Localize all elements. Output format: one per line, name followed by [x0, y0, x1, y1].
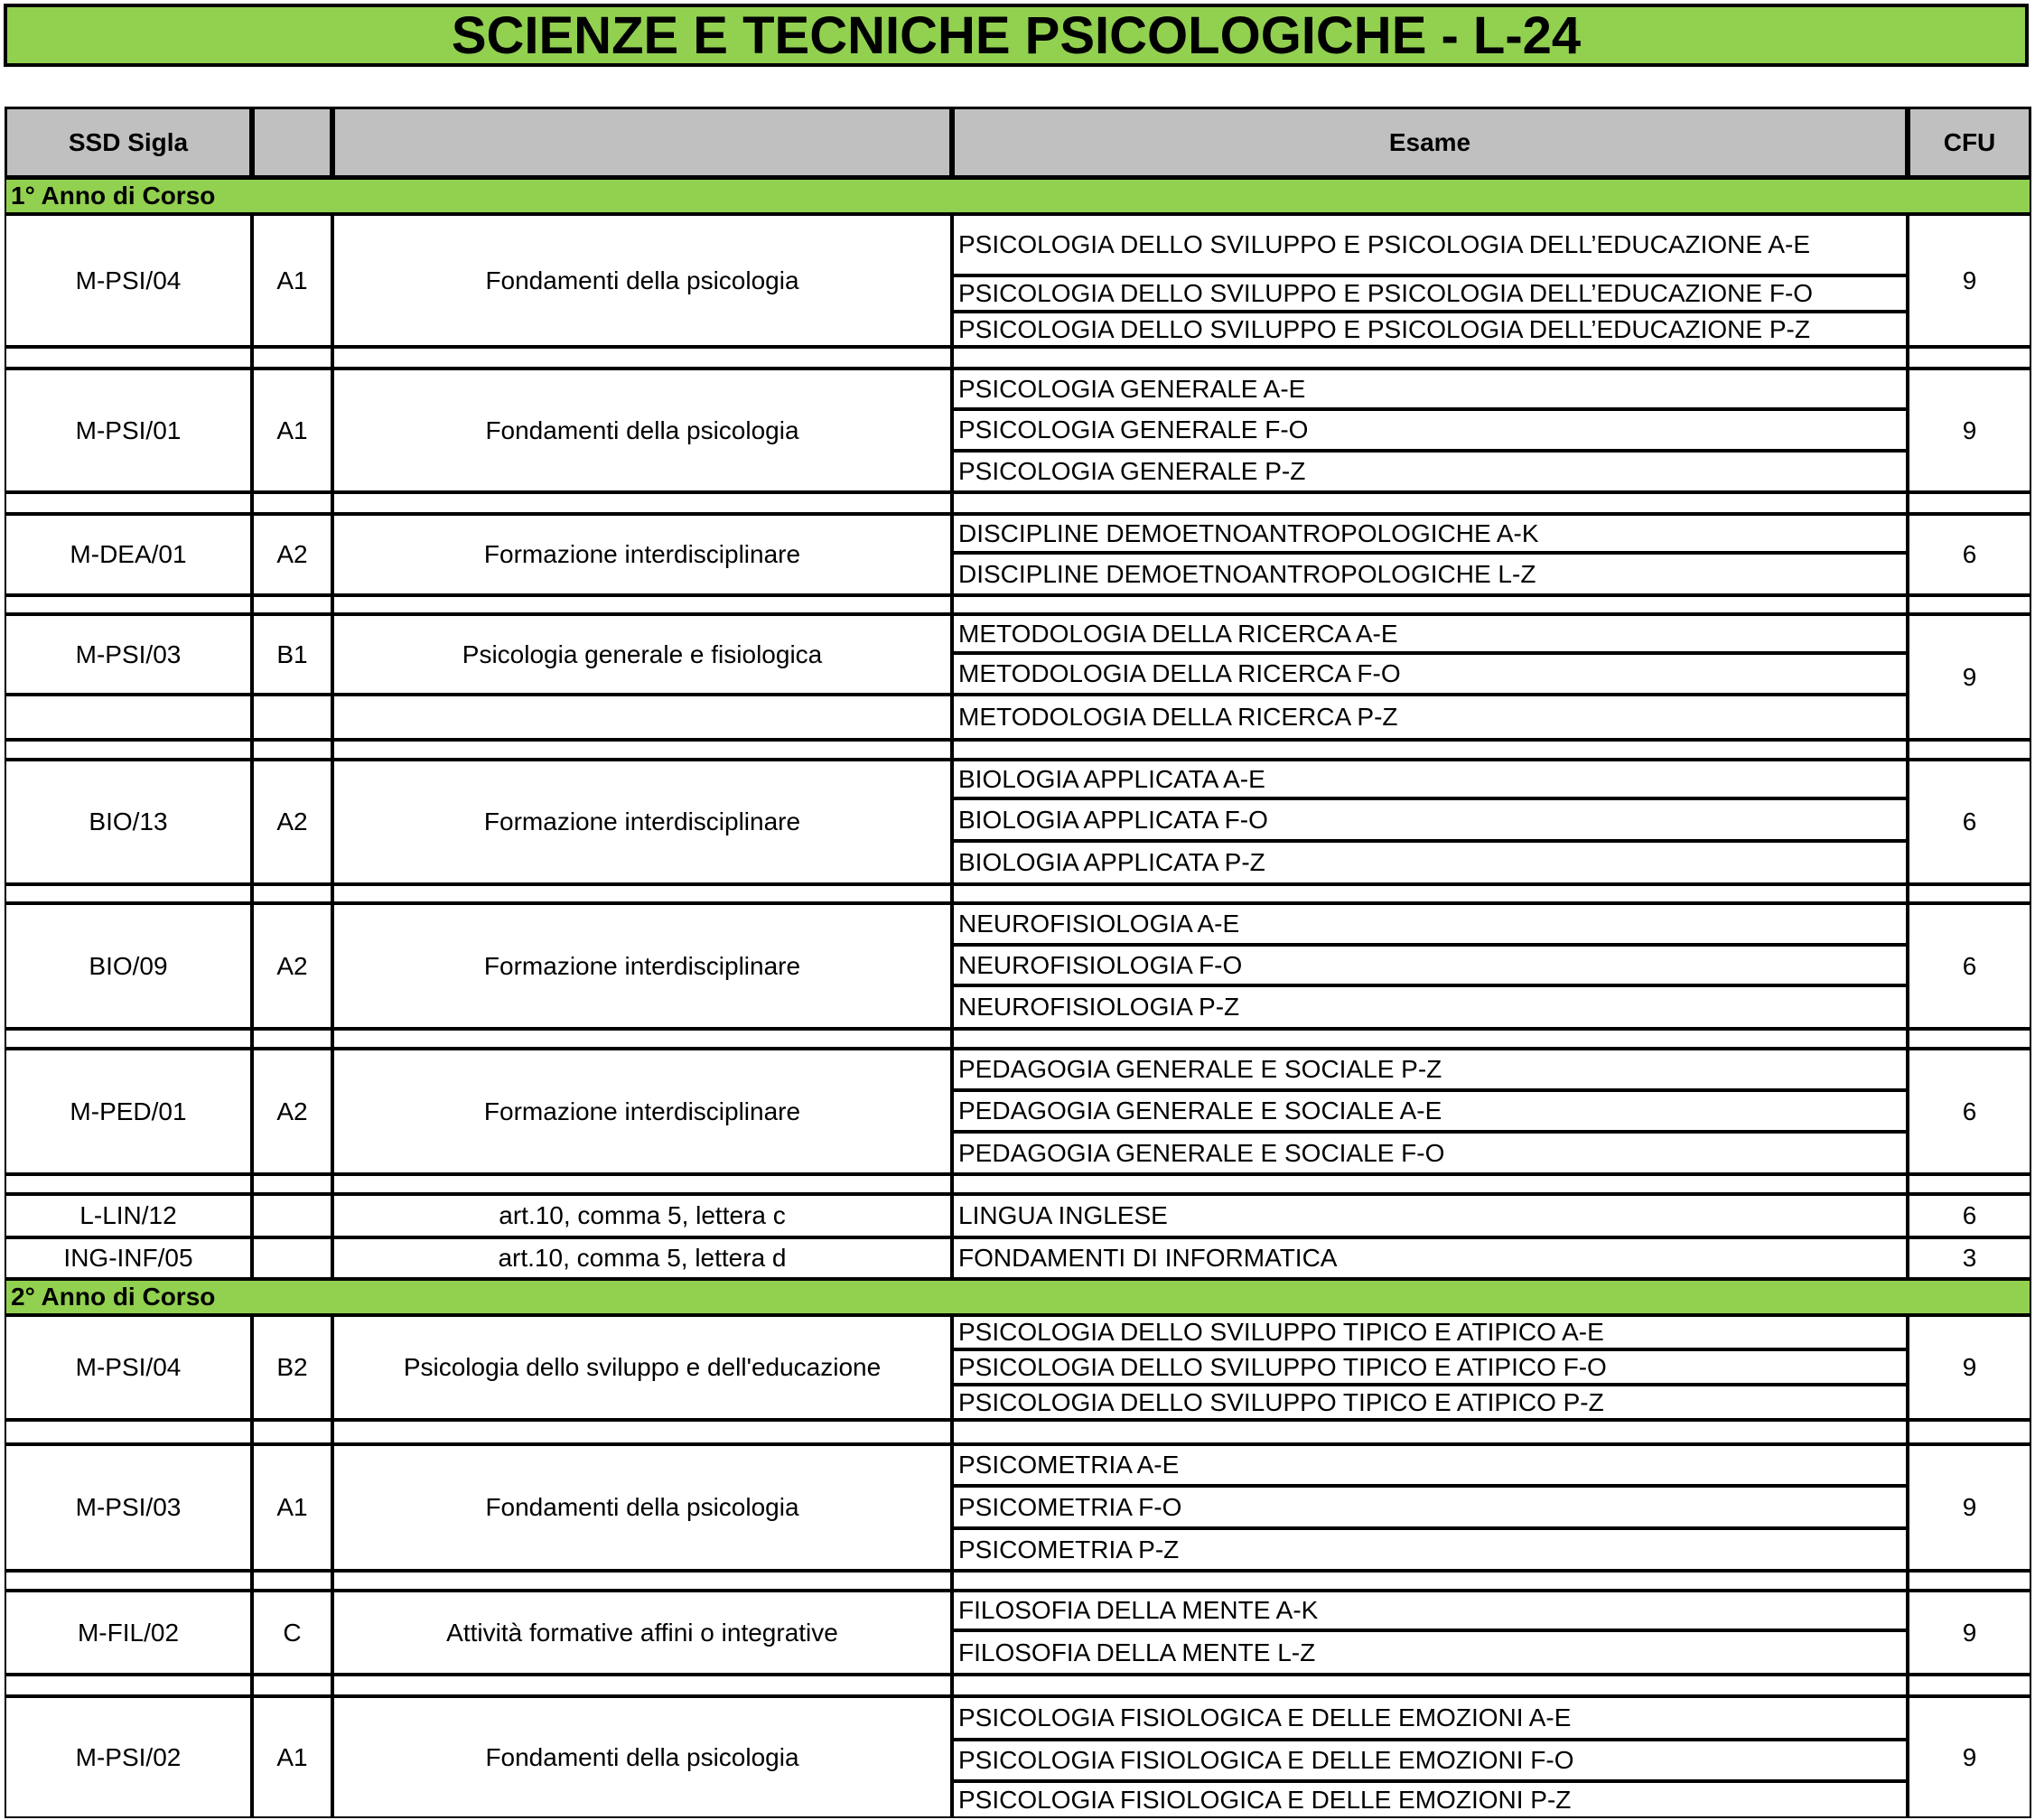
spacer-cell: [252, 492, 332, 514]
ssd-cell: M-PSI/03: [5, 614, 252, 695]
area-cell: Psicologia dello sviluppo e dell'educazione: [332, 1315, 952, 1420]
empty-cell: [252, 695, 332, 740]
exam-cell: DISCIPLINE DEMOETNOANTROPOLOGICHE A-K: [952, 514, 1908, 553]
cfu-cell: 6: [1908, 760, 2031, 884]
empty-cell: [5, 695, 252, 740]
ssd-cell: M-PSI/02: [5, 1696, 252, 1818]
empty-cell: [332, 695, 952, 740]
spacer-cell: [252, 1420, 332, 1444]
exam-cell: BIOLOGIA APPLICATA A-E: [952, 760, 1908, 798]
spacer-cell: [1908, 1174, 2031, 1194]
spacer-cell: [1908, 1420, 2031, 1444]
header-cfu: CFU: [1908, 107, 2031, 178]
spacer-cell: [332, 1029, 952, 1049]
spacer-cell: [332, 1675, 952, 1696]
exam-cell: BIOLOGIA APPLICATA F-O: [952, 798, 1908, 841]
exam-cell: PSICOLOGIA FISIOLOGICA E DELLE EMOZIONI A-E: [952, 1696, 1908, 1740]
spacer-cell: [252, 1029, 332, 1049]
exam-cell: PSICOLOGIA FISIOLOGICA E DELLE EMOZIONI F-O: [952, 1740, 1908, 1781]
ssd-cell: M-PED/01: [5, 1049, 252, 1174]
sigla-cell: [252, 1237, 332, 1279]
spacer-cell: [5, 1571, 252, 1591]
exam-cell: PSICOLOGIA GENERALE A-E: [952, 369, 1908, 409]
exam-cell: PEDAGOGIA GENERALE E SOCIALE F-O: [952, 1132, 1908, 1174]
spacer-cell: [952, 884, 1908, 903]
cfu-cell: 9: [1908, 1696, 2031, 1818]
spacer-cell: [1908, 595, 2031, 614]
area-cell: art.10, comma 5, lettera c: [332, 1194, 952, 1237]
cfu-cell: 6: [1908, 1049, 2031, 1174]
spacer-cell: [952, 595, 1908, 614]
area-cell: Psicologia generale e fisiologica: [332, 614, 952, 695]
exam-cell: PEDAGOGIA GENERALE E SOCIALE A-E: [952, 1090, 1908, 1132]
spacer-cell: [1908, 347, 2031, 369]
ssd-cell: M-FIL/02: [5, 1591, 252, 1675]
sigla-cell: A1: [252, 214, 332, 347]
cfu-cell: 9: [1908, 369, 2031, 492]
spacer-cell: [332, 347, 952, 369]
header-exam: Esame: [952, 107, 1908, 178]
spacer-cell: [252, 884, 332, 903]
spacer-cell: [332, 740, 952, 760]
cfu-cell: 9: [1908, 614, 2031, 740]
sigla-cell: A2: [252, 903, 332, 1029]
exam-cell: DISCIPLINE DEMOETNOANTROPOLOGICHE L-Z: [952, 553, 1908, 595]
spacer-cell: [332, 595, 952, 614]
spacer-cell: [5, 1675, 252, 1696]
ssd-cell: M-PSI/03: [5, 1444, 252, 1571]
spacer-cell: [5, 347, 252, 369]
sigla-cell: A1: [252, 369, 332, 492]
spacer-cell: [332, 1174, 952, 1194]
area-cell: Fondamenti della psicologia: [332, 369, 952, 492]
spacer-cell: [952, 1029, 1908, 1049]
page-title: SCIENZE E TECNICHE PSICOLOGICHE - L-24: [4, 4, 2029, 67]
exam-cell: PSICOMETRIA A-E: [952, 1444, 1908, 1486]
exam-cell: FONDAMENTI DI INFORMATICA: [952, 1237, 1908, 1279]
exam-cell: FILOSOFIA DELLA MENTE A-K: [952, 1591, 1908, 1630]
area-cell: Fondamenti della psicologia: [332, 1696, 952, 1818]
ssd-cell: L-LIN/12: [5, 1194, 252, 1237]
spacer-cell: [252, 740, 332, 760]
exam-cell: NEUROFISIOLOGIA F-O: [952, 945, 1908, 985]
area-cell: Formazione interdisciplinare: [332, 1049, 952, 1174]
spacer-cell: [1908, 1571, 2031, 1591]
spacer-cell: [1908, 492, 2031, 514]
spacer-cell: [952, 492, 1908, 514]
spacer-cell: [5, 1174, 252, 1194]
spacer-cell: [252, 1571, 332, 1591]
header-ssd: SSD Sigla: [5, 107, 252, 178]
area-cell: Formazione interdisciplinare: [332, 903, 952, 1029]
spacer-cell: [332, 1420, 952, 1444]
spacer-cell: [5, 1029, 252, 1049]
spacer-cell: [5, 884, 252, 903]
header-sigla: [252, 107, 332, 178]
ssd-cell: M-PSI/04: [5, 214, 252, 347]
section-header: 1° Anno di Corso: [5, 178, 2031, 214]
spacer-cell: [252, 1675, 332, 1696]
exam-cell: LINGUA INGLESE: [952, 1194, 1908, 1237]
exam-cell: PSICOLOGIA FISIOLOGICA E DELLE EMOZIONI P-Z: [952, 1781, 1908, 1818]
spacer-cell: [952, 1174, 1908, 1194]
sigla-cell: [252, 1194, 332, 1237]
sigla-cell: A1: [252, 1444, 332, 1571]
spacer-cell: [252, 347, 332, 369]
section-header: 2° Anno di Corso: [5, 1279, 2031, 1315]
sigla-cell: B2: [252, 1315, 332, 1420]
cfu-cell: 9: [1908, 1315, 2031, 1420]
exam-cell: PSICOLOGIA DELLO SVILUPPO TIPICO E ATIPICO A-E: [952, 1315, 1908, 1349]
sigla-cell: A2: [252, 514, 332, 595]
exam-cell: PSICOLOGIA DELLO SVILUPPO E PSICOLOGIA DELL’EDUCAZIONE P-Z: [952, 312, 1908, 347]
ssd-cell: ING-INF/05: [5, 1237, 252, 1279]
spacer-cell: [952, 1571, 1908, 1591]
sigla-cell: A2: [252, 1049, 332, 1174]
spacer-cell: [1908, 740, 2031, 760]
cfu-cell: 9: [1908, 1591, 2031, 1675]
exam-cell: FILOSOFIA DELLA MENTE L-Z: [952, 1630, 1908, 1675]
spacer-cell: [252, 595, 332, 614]
spacer-cell: [332, 492, 952, 514]
cfu-cell: 3: [1908, 1237, 2031, 1279]
ssd-cell: BIO/13: [5, 760, 252, 884]
sigla-cell: A2: [252, 760, 332, 884]
sigla-cell: C: [252, 1591, 332, 1675]
ssd-cell: M-PSI/01: [5, 369, 252, 492]
area-cell: Formazione interdisciplinare: [332, 514, 952, 595]
cfu-cell: 6: [1908, 1194, 2031, 1237]
exam-cell: PSICOLOGIA DELLO SVILUPPO TIPICO E ATIPICO F-O: [952, 1349, 1908, 1385]
ssd-cell: M-DEA/01: [5, 514, 252, 595]
exam-cell: METODOLOGIA DELLA RICERCA P-Z: [952, 695, 1908, 740]
header-area: [332, 107, 952, 178]
spacer-cell: [5, 740, 252, 760]
area-cell: art.10, comma 5, lettera d: [332, 1237, 952, 1279]
exam-cell: PSICOLOGIA GENERALE F-O: [952, 409, 1908, 451]
exam-cell: PSICOLOGIA GENERALE P-Z: [952, 451, 1908, 492]
ssd-cell: BIO/09: [5, 903, 252, 1029]
area-cell: Fondamenti della psicologia: [332, 214, 952, 347]
spacer-cell: [332, 1571, 952, 1591]
cfu-cell: 9: [1908, 214, 2031, 347]
exam-cell: METODOLOGIA DELLA RICERCA F-O: [952, 653, 1908, 695]
area-cell: Fondamenti della psicologia: [332, 1444, 952, 1571]
exam-cell: PSICOMETRIA P-Z: [952, 1528, 1908, 1571]
spacer-cell: [952, 740, 1908, 760]
spacer-cell: [332, 884, 952, 903]
ssd-cell: M-PSI/04: [5, 1315, 252, 1420]
cfu-cell: 6: [1908, 903, 2031, 1029]
spacer-cell: [252, 1174, 332, 1194]
spacer-cell: [1908, 884, 2031, 903]
exam-cell: BIOLOGIA APPLICATA P-Z: [952, 841, 1908, 884]
area-cell: Attività formative affini o integrative: [332, 1591, 952, 1675]
exam-cell: PSICOLOGIA DELLO SVILUPPO E PSICOLOGIA DELL’EDUCAZIONE A-E: [952, 214, 1908, 275]
spacer-cell: [5, 595, 252, 614]
spacer-cell: [5, 1420, 252, 1444]
sigla-cell: B1: [252, 614, 332, 695]
spacer-cell: [5, 492, 252, 514]
spacer-cell: [1908, 1029, 2031, 1049]
exam-cell: PSICOMETRIA F-O: [952, 1486, 1908, 1528]
exam-cell: METODOLOGIA DELLA RICERCA A-E: [952, 614, 1908, 653]
exam-cell: NEUROFISIOLOGIA A-E: [952, 903, 1908, 945]
exam-cell: PEDAGOGIA GENERALE E SOCIALE P-Z: [952, 1049, 1908, 1090]
spacer-cell: [1908, 1675, 2031, 1696]
cfu-cell: 6: [1908, 514, 2031, 595]
spacer-cell: [952, 1420, 1908, 1444]
sigla-cell: A1: [252, 1696, 332, 1818]
cfu-cell: 9: [1908, 1444, 2031, 1571]
spacer-cell: [952, 347, 1908, 369]
spacer-cell: [952, 1675, 1908, 1696]
exam-cell: NEUROFISIOLOGIA P-Z: [952, 985, 1908, 1029]
area-cell: Formazione interdisciplinare: [332, 760, 952, 884]
exam-cell: PSICOLOGIA DELLO SVILUPPO E PSICOLOGIA DELL’EDUCAZIONE F-O: [952, 275, 1908, 312]
exam-cell: PSICOLOGIA DELLO SVILUPPO TIPICO E ATIPICO P-Z: [952, 1385, 1908, 1420]
